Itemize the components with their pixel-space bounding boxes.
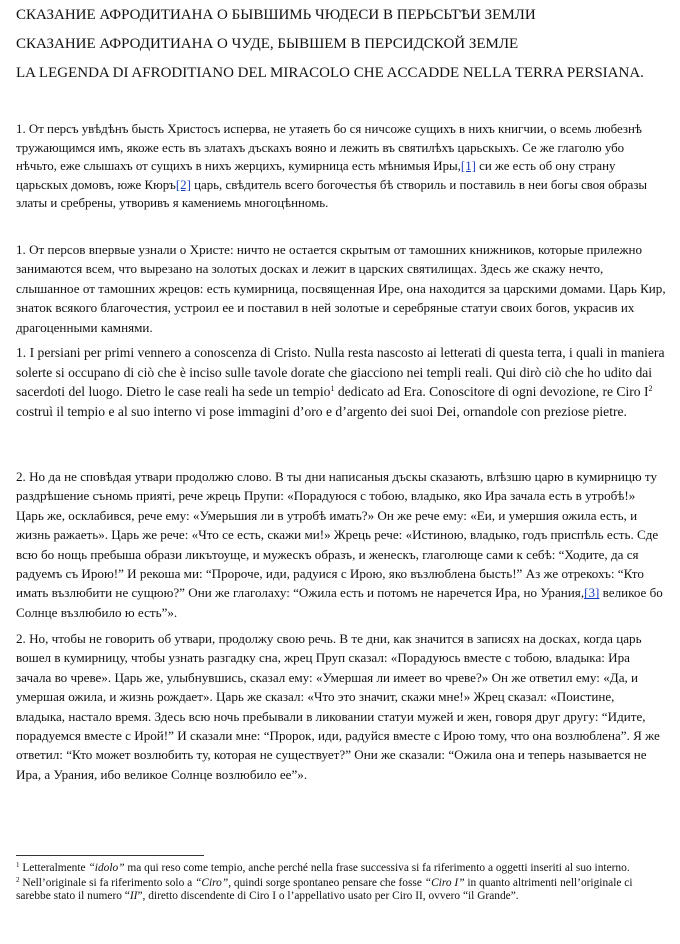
footnote-emphasis: “Ciro” <box>195 876 229 889</box>
paragraph-text: 1. От персъ увѣдѣнъ бысть Христосъ исперва, не утаяеть бо ся ничсоже сущихъ в нихъ книгчии, о всемь любезнѣ тружающимся имъ, якоже есть въ златахъ дъскахъ вояно и лежить въ святилѣхъ царьскыхъ. Се же глаголю убо нѣчьто, еже слышахъ от сущихъ в нихъ жерцихъ, кумирница есть мѣнимыя Иры, <box>16 122 642 174</box>
title-russian: СКАЗАНИЕ АФРОДИТИАНА О ЧУДЕ, БЫВШЕМ В ПЕРСИДСКОЙ ЗЕМЛЕ <box>16 36 519 52</box>
footnote-number: 1 <box>16 861 20 869</box>
footnote-number: 2 <box>16 875 20 884</box>
footnote-link-2[interactable]: [2] <box>175 177 191 192</box>
paragraph-1-church-slavonic <box>16 120 666 213</box>
footnote-ref-1: 1 <box>330 384 335 394</box>
footnote-text: ma qui reso come tempio, anche perché nella frase successiva si fa riferimento a oggetti inseriti al suo interno. <box>124 862 630 874</box>
paragraph-text: dedicato ad Era. Conoscitore di ogni devozione, re Ciro I <box>334 384 649 400</box>
footnote-text: in quanto altrimenti nell’originale ci sarebbe stato il numero “ <box>16 876 633 903</box>
footnote-2 <box>16 877 666 904</box>
title-church-slavonic: СКАЗАНИЕ АФРОДИТИАНА О БЫВШИМЬ ЧЮДЕСИ В ПЕРЬСЬТѢИ ЗЕМЛИ <box>16 7 536 23</box>
paragraph-2-church-slavonic <box>16 467 666 622</box>
paragraph-text: царь, свѣдитель всего богочестья бѣ створиль и поставиль в неи богы своя образы златы и сребрены, утворивъ я камениемь многоцѣнномь. <box>16 177 648 211</box>
footnote-emphasis: “Ciro I” <box>424 876 465 889</box>
footnote-1 <box>16 862 666 876</box>
title-italian: LA LEGENDA DI AFRODITIANO DEL MIRACOLO CHE ACCADDE NELLA TERRA PERSIANA. <box>16 65 644 81</box>
footnotes <box>16 862 666 905</box>
footnote-emphasis: II <box>129 890 138 903</box>
paragraph-1-italian <box>16 343 666 421</box>
footnote-link-1[interactable]: [1] <box>460 159 476 174</box>
paragraph-text: costruì il tempio e al suo interno vi pose immagini d’oro e d’argento dei suoi Dei, ornandole con preziose pietre. <box>16 403 627 419</box>
paragraph-1-russian: 1. От персов впервые узнали о Христе: ничто не остается скрытым от тамошних книжников, которые прилежно занимаются всем, что вырезано на золотых досках и лежит в царских святилищах. Здесь же скажу нечто, слышанное от тамошних жрецов: есть кумирница, посвященная Ире, она находится за царскими домами. Царь Кир, знаток всякого благочестия, устроил ее и поставил в ней золотые и серебряные статуи своих богов, украсив их драгоценными камнями. <box>16 242 666 335</box>
footnote-text: , quindi sorge spontaneo pensare che fosse <box>228 876 425 889</box>
paragraph-text: 1. I persiani per primi vennero a conoscenza di Cristo. Nulla resta nascosto ai letterati di questa terra, i quali in maniera solerte si occupano di ciò che è inciso sulle tavole dorate che giacciono nei templi reali. Qui dirò ciò che ho udito dai sacerdoti del luogo. Dietro le case reali ha sede un tempio <box>16 345 665 400</box>
paragraph-text: си же есть об ону страну царьскых домовъ, юже Кюръ <box>16 159 616 192</box>
paragraph-2-russian: 2. Но, чтобы не говорить об утвари, продолжу свою речь. В те дни, как значится в записях на досках, когда царь вошел в кумирницу, чтобы узнать разгадку сна, жрец Пруп сказал: «Порадуюсь вместе с тобою, владыка: Ира зачала во чреве». Царь же, улыбнувшись, сказал ему: «Умершая ли имеет во чреве?» Он же ответил ему: «Да, и умершая ожила, и жизнь рождает». Царь же сказал: «Что это значит, скажи мне!» Жрец сказал: «Поистине, владыка, настало время. Здесь всю ночь пребывали в ликовании статуи мужей и жен, говоря друг другу: “Идите, порадуемся вместе с Ирой!” И сказали мне: “Пророк, иди, радуйся вместе с Ирою тому, что она возлюблена”. Я же ответил: “Кто может возлюбить ту, которая не существует?” Они же сказали: “Ожила она и теперь называется не Ира, а Урания, ибо великое Солнце возлюбило ее”». <box>16 631 660 782</box>
footnote-text: Letteralmente <box>19 862 89 874</box>
paragraph-text: 2. Но да не сповѣдая утвари продолжю слово. В ты дни написаныя дъскы сказають, влѣзшю царю в кумирницю ту раздрѣшение съномь приятi, рече жрець Прупи: «Порадуюся с тобою, владыко, яко Ира зачала есть в утробѣ!» Царь же, осклабився, рече ему: «Умерьшия ли в утробѣ имать?» Он же рече ему: «Еи, и умершия ожила есть, и жизнь ражаеть». Царь же рече: «Что се есть, скажи ми!» Жрець рече: «Истиною, владыко, годъ приспѣль есть. Сде всю бо нощь пребыша образи ликътоуще, и мужескъ образъ, и женескъ, глаголюще сами к себѣ: “Ходите, да ся радуемъ съ Ирою!” И рекоша ми: “Пророче, иди, радуися с Ирою, яко възлюблена бысть!” Аз же отрекохъ: “Кто имать възлюбити не сущюю?” Они же глаголаху: “Ожила есть и потомъ не наречется Ира, но Урания, <box>16 469 659 601</box>
footnote-text: Nell’originale si fa riferimento solo a <box>19 876 196 889</box>
footnote-text: ”, diretto discendente di Ciro I o l’appellativo usato per Ciro II, ovvero “il Grande”. <box>137 890 519 903</box>
footnote-ref-2: 2 <box>648 384 653 394</box>
footnote-separator <box>16 855 204 856</box>
footnote-emphasis: “idolo” <box>88 862 125 874</box>
footnote-link-3[interactable]: [3] <box>584 585 600 601</box>
paragraph-text: великое бо Солнце възлюбило ю есть”». <box>16 585 663 620</box>
